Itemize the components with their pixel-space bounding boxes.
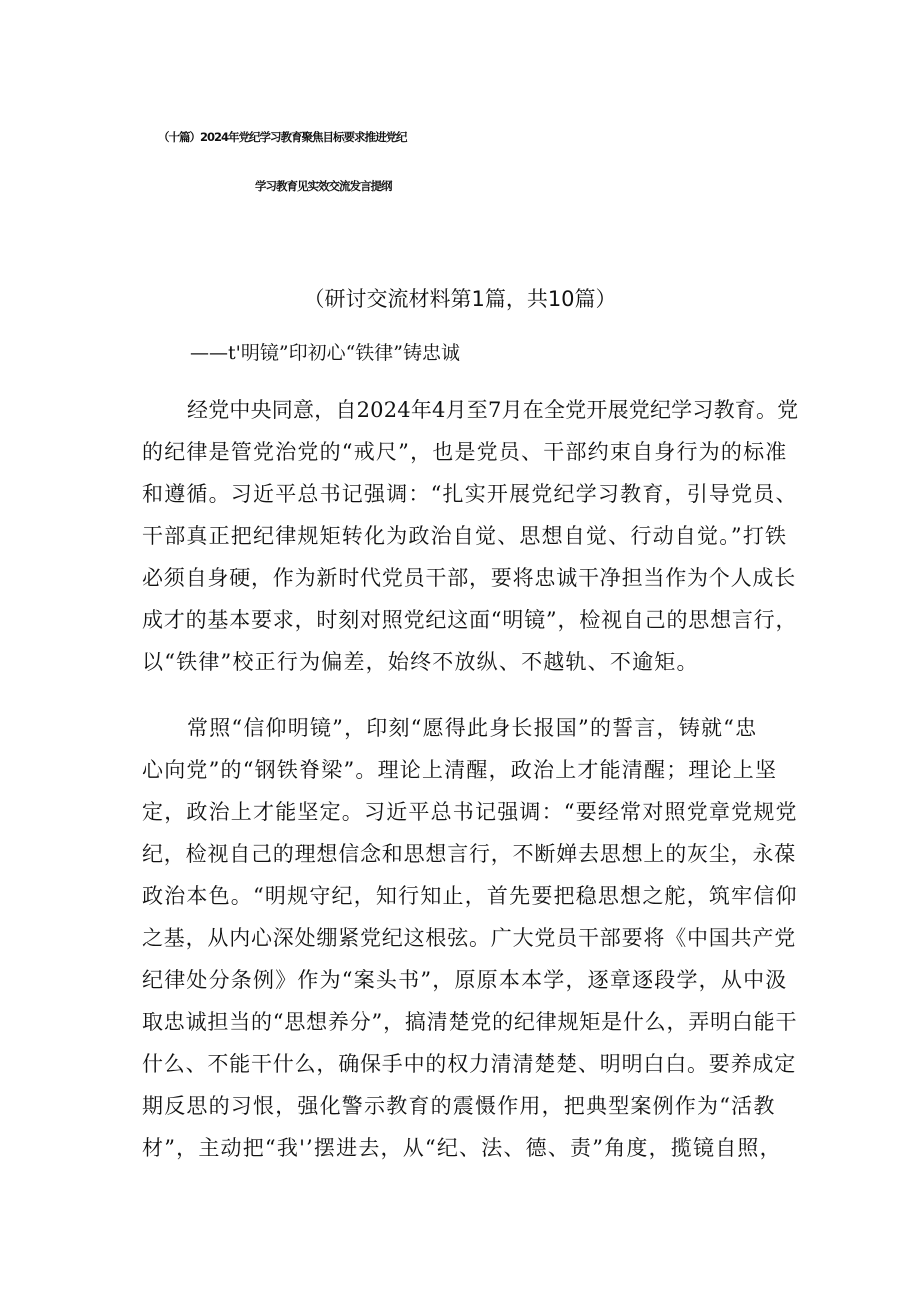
paragraph-line: 之基，从内心深处绷紧党纪这根弦。广大党员干部要将《中国共产党 xyxy=(142,926,796,950)
paragraph-line: 以“铁律”校正行为偏差，始终不放纵、不越轨、不逾矩。 xyxy=(142,650,699,674)
document-subtitle: （研讨交流材料第1篇，共10篇） xyxy=(303,287,617,311)
document-title-line-2: 学习教育见实效交流发言提纲 xyxy=(255,179,392,193)
paragraph-line: 心向党”的“钢铁脊梁”。理论上清醒，政治上才能清醒；理论上坚 xyxy=(142,758,778,782)
document-title-line-1: （十篇）2024年党纪学习教育聚焦目标要求推进党纪 xyxy=(158,130,407,144)
paragraph-line: 纪，检视自己的理想信念和思想言行，不断婵去思想上的灰尘，永葆 xyxy=(142,842,796,866)
paragraph-line: 经党中央同意，自2024年4月至7月在全党开展党纪学习教育。党 xyxy=(187,398,799,422)
paragraph-line: 成才的基本要求，时刻对照党纪这面“明镜”，检视自己的思想言行， xyxy=(142,608,798,632)
paragraph-line: 材”，主动把“我'’摆进去，从“纪、法、德、责”角度，揽镜自照， xyxy=(142,1136,782,1160)
document-theme-line: ——t'明镜”印初心“铁律”铸忠诚 xyxy=(190,342,460,364)
paragraph-line: 的纪律是管党治党的“戒尺”，也是党员、干部约束自身行为的标准 xyxy=(142,440,788,464)
paragraph-line: 和遵循。习近平总书记强调：“扎实开展党纪学习教育，引导党员、 xyxy=(142,482,798,506)
paragraph-line: 纪律处分条例》作为“案头书”，原原本本学，逐章逐段学，从中汲 xyxy=(142,968,788,992)
paragraph-line: 政治本色。“明规守纪，知行知止，首先要把稳思想之舵，筑牢信仰 xyxy=(142,884,798,908)
paragraph-line: 必须自身硬，作为新时代党员干部，要将忠诚干净担当作为个人成长 xyxy=(142,566,796,590)
paragraph-line: 什么、不能干什么，确保手中的权力清清楚楚、明明白白。要养成定 xyxy=(142,1052,796,1076)
paragraph-line: 常照“信仰明镜”，印刻“愿得此身长报国”的誓言，铸就“忠 xyxy=(187,716,758,740)
paragraph-line: 取忠诚担当的“思想养分”，搞清楚党的纪律规矩是什么，弄明白能干 xyxy=(142,1010,798,1034)
paragraph-line: 期反思的习恨，强化警示教育的震慑作用，把典型案例作为“活教 xyxy=(142,1094,776,1118)
paragraph-line: 干部真正把纪律规矩转化为政治自觉、思想自觉、行动自觉。”打铁 xyxy=(142,524,788,548)
paragraph-line: 定，政治上才能坚定。习近平总书记强调：“要经常对照党章党规党 xyxy=(142,800,798,824)
